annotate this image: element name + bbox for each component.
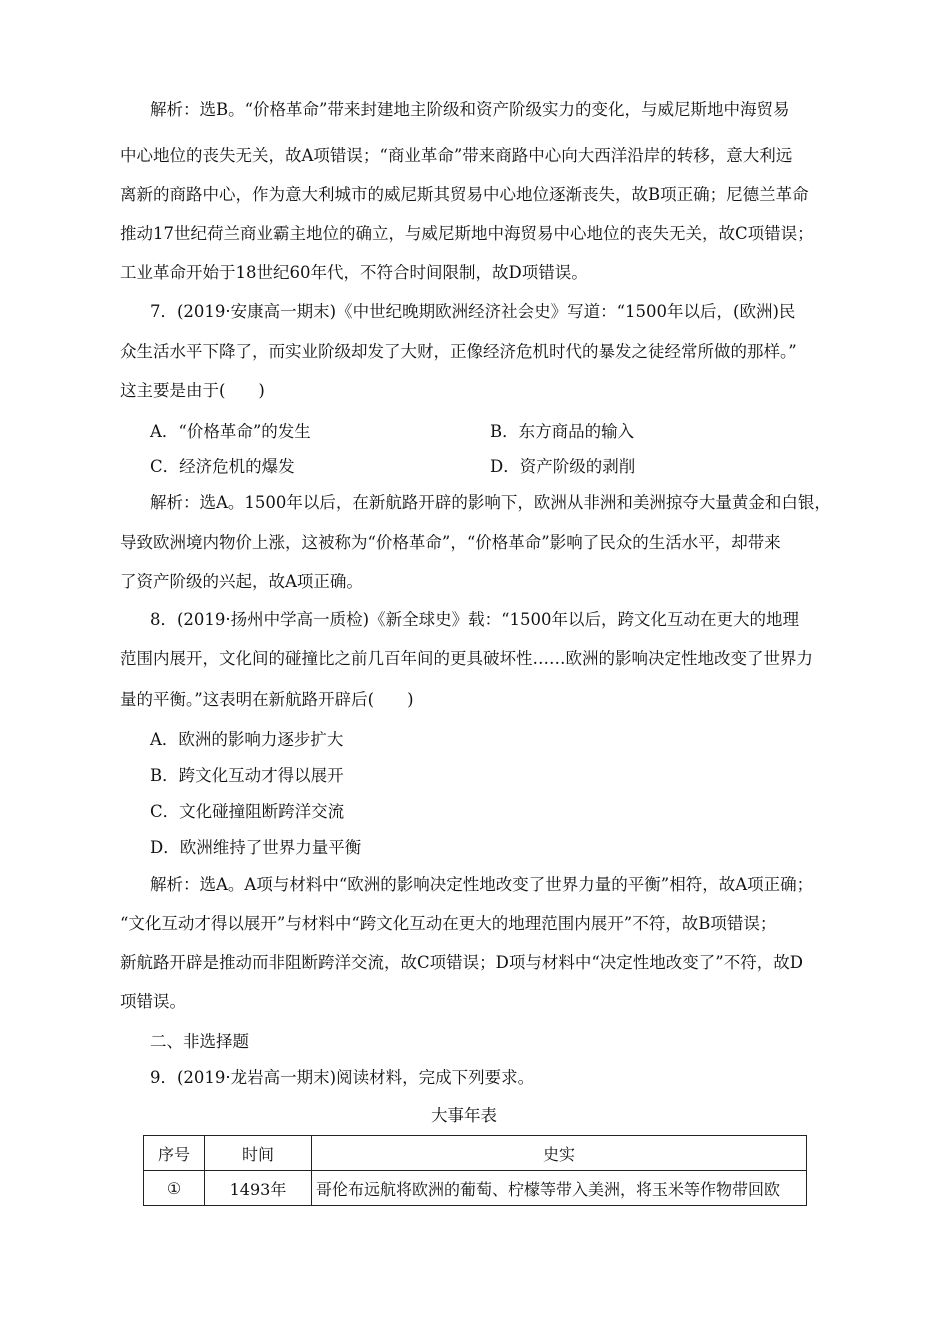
header-number: 序号 xyxy=(144,1136,205,1171)
section-heading: 二、非选择题 xyxy=(150,1032,249,1051)
q8-analysis-line-3: 新航路开辟是推动而非阻断跨洋交流，故C项错误；D项与材料中“决定性地改变了”不符，故D xyxy=(120,953,803,972)
header-time: 时间 xyxy=(205,1136,312,1171)
q8-option-b: B．跨文化互动才得以展开 xyxy=(150,766,344,785)
q6-analysis-line-4: 推动17世纪荷兰商业霸主地位的确立，与威尼斯地中海贸易中心地位的丧失无关，故C项错误； xyxy=(120,224,814,243)
q7-option-b: B．东方商品的输入 xyxy=(490,422,635,441)
q7-stem-line-1: 7．(2019·安康高一期末)《中世纪晚期欧洲经济社会史》写道：“1500年以后，(欧洲)民 xyxy=(150,302,796,321)
table-caption: 大事年表 xyxy=(431,1106,497,1125)
q6-analysis-line-1: 解析：选B。“价格革命”带来封建地主阶级和资产阶级实力的变化，与威尼斯地中海贸易 xyxy=(150,100,790,119)
q7-analysis-line-3: 了资产阶级的兴起，故A项正确。 xyxy=(120,572,363,591)
cell-number: ① xyxy=(144,1171,205,1206)
table-row xyxy=(144,1171,807,1206)
q7-option-d: D．资产阶级的剥削 xyxy=(490,457,636,476)
q7-stem-line-2: 众生活水平下降了，而实业阶级却发了大财，正像经济危机时代的暴发之徒经常所做的那样。” xyxy=(120,342,797,361)
cell-fact: 哥伦布远航将欧洲的葡萄、柠檬等带入美洲，将玉米等作物带回欧 xyxy=(312,1171,807,1206)
q6-analysis-line-5: 工业革命开始于18世纪60年代，不符合时间限制，故D项错误。 xyxy=(120,263,588,282)
q8-option-c: C．文化碰撞阻断跨洋交流 xyxy=(150,802,345,821)
q8-stem-line-2: 范围内展开，文化间的碰撞比之前几百年间的更具破坏性……欧洲的影响决定性地改变了世界力 xyxy=(120,649,813,668)
q8-option-a: A．欧洲的影响力逐步扩大 xyxy=(150,730,344,749)
events-table xyxy=(143,1135,807,1206)
q7-option-a: A．“价格革命”的发生 xyxy=(150,422,311,441)
header-fact: 史实 xyxy=(312,1136,807,1171)
q7-stem-line-3: 这主要是由于( ) xyxy=(120,381,265,400)
q6-analysis-line-2: 中心地位的丧失无关，故A项错误；“商业革命”带来商路中心向大西洋沿岸的转移，意大利远 xyxy=(120,146,793,165)
q8-analysis-line-2: “文化互动才得以展开”与材料中“跨文化互动在更大的地理范围内展开”不符，故B项错误； xyxy=(120,914,777,933)
q6-analysis-line-3: 离新的商路中心，作为意大利城市的威尼斯其贸易中心地位逐渐丧失，故B项正确；尼德兰革命 xyxy=(120,185,809,204)
q7-analysis-line-2: 导致欧洲境内物价上涨，这被称为“价格革命”，“价格革命”影响了民众的生活水平，却带来 xyxy=(120,533,781,552)
q9-stem: 9．(2019·龙岩高一期末)阅读材料，完成下列要求。 xyxy=(150,1068,535,1087)
q7-option-c: C．经济危机的爆发 xyxy=(150,457,295,476)
q8-analysis-line-1: 解析：选A。A项与材料中“欧洲的影响决定性地改变了世界力量的平衡”相符，故A项正确； xyxy=(150,875,814,894)
q8-stem-line-3: 量的平衡。”这表明在新航路开辟后( ) xyxy=(120,690,414,709)
q8-option-d: D．欧洲维持了世界力量平衡 xyxy=(150,838,362,857)
q7-analysis-line-1: 解析：选A。1500年以后，在新航路开辟的影响下，欧洲从非洲和美洲掠夺大量黄金和白银， xyxy=(150,493,831,512)
cell-time: 1493年 xyxy=(205,1171,312,1206)
q8-analysis-line-4: 项错误。 xyxy=(120,992,186,1011)
q8-stem-line-1: 8．(2019·扬州中学高一质检)《新全球史》载：“1500年以后，跨文化互动在更大的地理 xyxy=(150,610,800,629)
table-header-row xyxy=(144,1136,807,1171)
